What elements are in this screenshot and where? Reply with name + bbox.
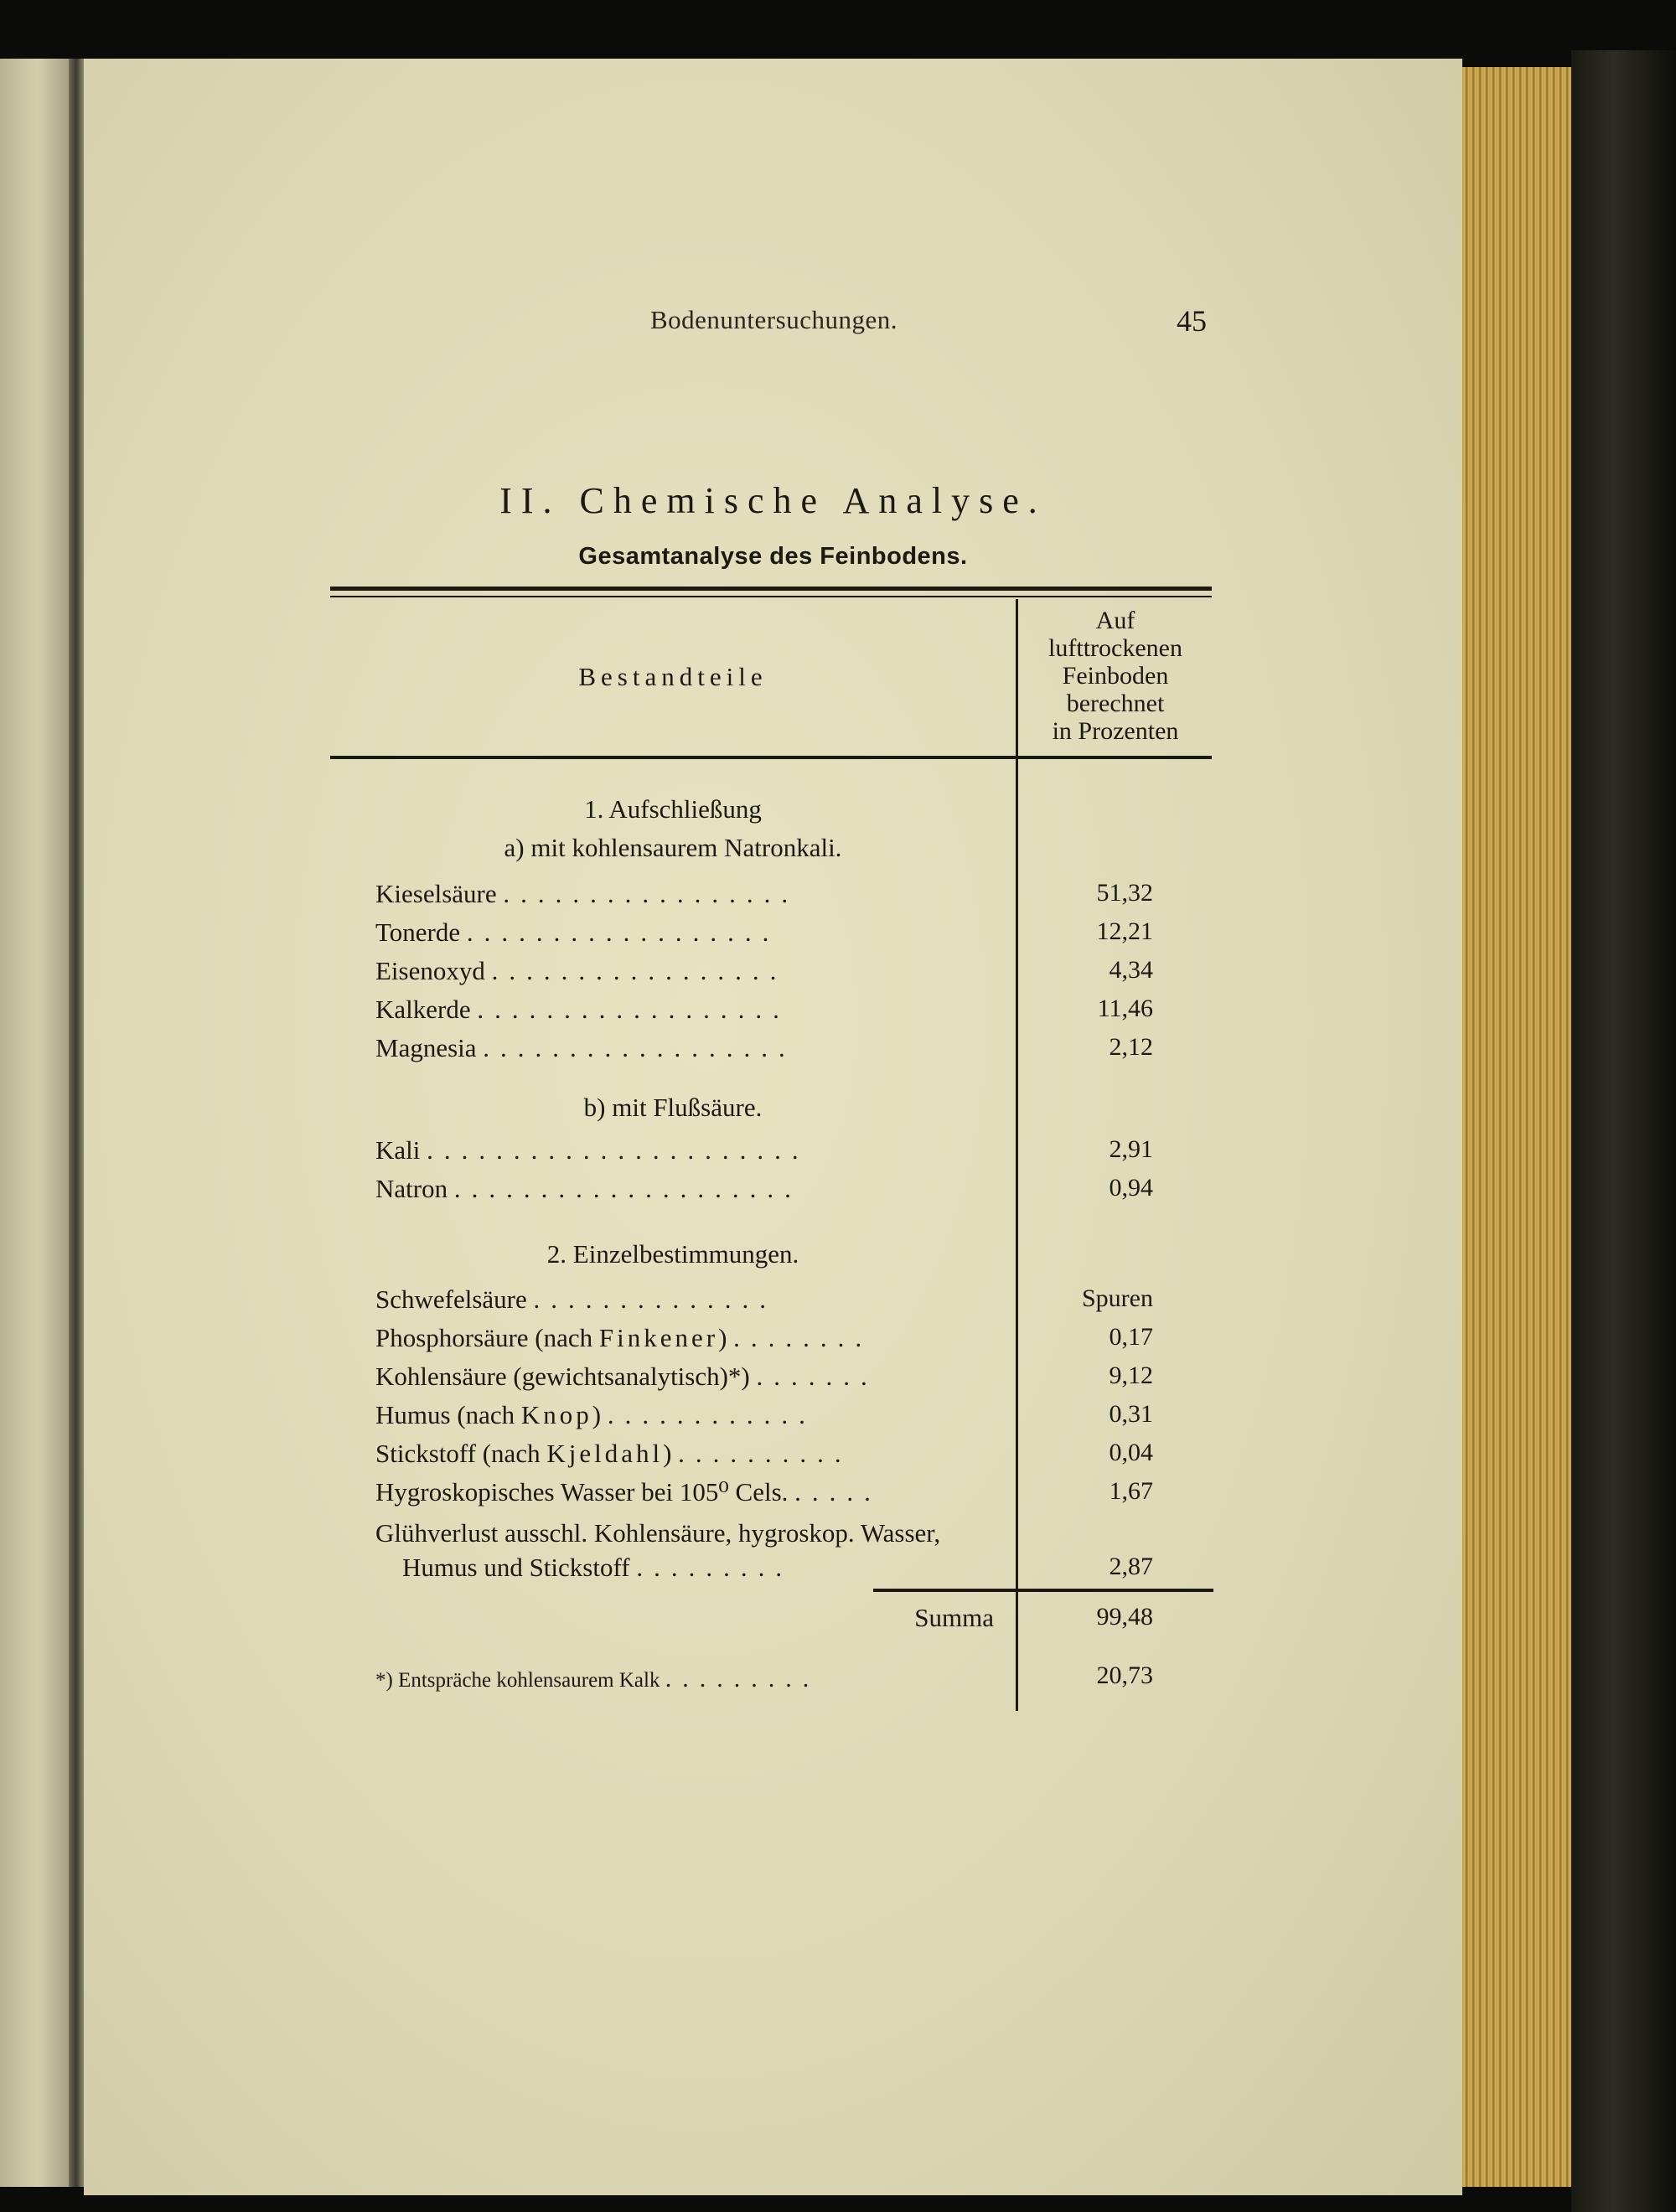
row-value: 2,91 bbox=[1109, 1135, 1153, 1163]
row-value: 4,34 bbox=[1109, 956, 1153, 984]
row-label-text: Magnesia bbox=[375, 1033, 477, 1062]
row-label-text: Kohlensäure (gewichtsanalytisch)*) bbox=[375, 1362, 750, 1391]
page-edges bbox=[1462, 67, 1571, 2187]
table-top-rule-thin bbox=[330, 596, 1212, 597]
row-label: Kali ...................... bbox=[375, 1135, 810, 1165]
row-label-author: Kjeldahl bbox=[546, 1439, 664, 1468]
row-label: Tonerde .................. bbox=[375, 917, 780, 947]
row-label: Eisenoxyd ................. bbox=[375, 956, 788, 985]
running-head: Bodenuntersuchungen. bbox=[650, 305, 897, 334]
row-label: Stickstoff (nach Kjeldahl) .......... bbox=[375, 1439, 852, 1468]
table-title: Gesamtanalyse des Feinbodens. bbox=[578, 543, 968, 570]
row-label-text: Humus und Stickstoff bbox=[402, 1553, 630, 1582]
row-label: Humus (nach Knop) ............ bbox=[375, 1400, 816, 1429]
row-value: 0,31 bbox=[1109, 1400, 1153, 1428]
row-value: 0,04 bbox=[1109, 1439, 1153, 1466]
left-page-edge bbox=[0, 59, 69, 2187]
row-value: 0,94 bbox=[1109, 1174, 1153, 1202]
table-top-rule bbox=[330, 587, 1212, 591]
row-label-text: Humus (nach bbox=[375, 1400, 521, 1429]
row-label-text: ) bbox=[592, 1400, 602, 1429]
row-label: Phosphorsäure (nach Finkener) ........ bbox=[375, 1323, 873, 1352]
subsection-heading-natronkali: a) mit kohlensaurem Natronkali. bbox=[504, 833, 842, 862]
row-label: Natron .................... bbox=[375, 1174, 802, 1203]
subsection-heading-flusssaeure: b) mit Flußsäure. bbox=[583, 1093, 763, 1122]
row-label-author: Knop bbox=[520, 1400, 592, 1429]
row-label-text: Kieselsäure bbox=[375, 879, 497, 908]
row-label-text: ) bbox=[718, 1323, 727, 1352]
summa-rule bbox=[873, 1589, 1213, 1592]
row-value: 0,17 bbox=[1109, 1323, 1153, 1351]
row-label: Hygroskopisches Wasser bei 105⁰ Cels. ..... bbox=[375, 1477, 882, 1507]
row-label-text: Phosphorsäure (nach bbox=[375, 1323, 599, 1352]
row-value: 12,21 bbox=[1096, 917, 1153, 945]
section-heading-einzelbestimmungen: 2. Einzelbestimmungen. bbox=[546, 1239, 799, 1269]
column-header-bestandteile: Bestandteile bbox=[578, 662, 768, 691]
book-cover bbox=[1571, 50, 1676, 2212]
row-label-gluehverlust: Glühverlust ausschl. Kohlensäure, hygroskop. Wasser, bbox=[375, 1518, 941, 1548]
footnote: *) Entspräche kohlensaurem Kalk ......... bbox=[375, 1665, 820, 1693]
row-value: 1,67 bbox=[1109, 1477, 1153, 1505]
row-value: Spuren bbox=[1082, 1284, 1153, 1312]
table-header-rule bbox=[330, 756, 1212, 759]
page-number: 45 bbox=[1177, 304, 1207, 338]
row-label: Magnesia .................. bbox=[375, 1033, 796, 1062]
column-header-line: Auf bbox=[1095, 607, 1135, 634]
summa-value: 99,48 bbox=[1096, 1603, 1153, 1631]
row-label-text: Kalkerde bbox=[375, 995, 471, 1024]
row-label: Kalkerde .................. bbox=[375, 995, 790, 1024]
column-header-prozenten bbox=[1019, 607, 1212, 745]
row-label-text: Schwefelsäure bbox=[375, 1284, 527, 1314]
column-divider bbox=[1016, 599, 1018, 1711]
section-heading-aufschliessung: 1. Aufschließung bbox=[584, 794, 762, 824]
summa-label: Summa bbox=[914, 1603, 994, 1632]
column-header-line: in Prozenten bbox=[1052, 717, 1179, 745]
row-value: 51,32 bbox=[1096, 879, 1153, 907]
column-header-line: lufttrockenen bbox=[1048, 634, 1182, 662]
column-header-line: berechnet bbox=[1066, 690, 1165, 717]
row-label-text: Stickstoff (nach bbox=[375, 1439, 547, 1468]
row-value: 11,46 bbox=[1097, 995, 1153, 1022]
row-label: Schwefelsäure .............. bbox=[375, 1284, 777, 1314]
row-label-text: Hygroskopisches Wasser bei 105⁰ Cels. bbox=[375, 1477, 789, 1507]
row-label: Kieselsäure ................. bbox=[375, 879, 799, 908]
row-label-text: Eisenoxyd bbox=[375, 956, 485, 985]
row-value: 9,12 bbox=[1109, 1362, 1153, 1389]
row-label-author: Finkener bbox=[598, 1323, 719, 1352]
column-header-line: Feinboden bbox=[1062, 662, 1169, 690]
footnote-text: *) Entspräche kohlensaurem Kalk bbox=[375, 1669, 660, 1692]
row-label-text: Tonerde bbox=[375, 917, 461, 947]
row-label: Kohlensäure (gewichtsanalytisch)*) ....... bbox=[375, 1362, 878, 1391]
section-title: II. Chemische Analyse. bbox=[499, 480, 1047, 521]
book-page bbox=[84, 59, 1462, 2195]
book-gutter bbox=[69, 59, 84, 2187]
row-label-text: Natron bbox=[375, 1174, 448, 1203]
row-label-text: Kali bbox=[375, 1135, 421, 1165]
row-value: 2,12 bbox=[1109, 1033, 1153, 1061]
footnote-value: 20,73 bbox=[1096, 1662, 1153, 1689]
row-label-text: ) bbox=[663, 1439, 672, 1468]
row-value: 2,87 bbox=[1109, 1553, 1153, 1580]
row-label-gluehverlust-cont: Humus und Stickstoff ......... bbox=[402, 1553, 794, 1582]
